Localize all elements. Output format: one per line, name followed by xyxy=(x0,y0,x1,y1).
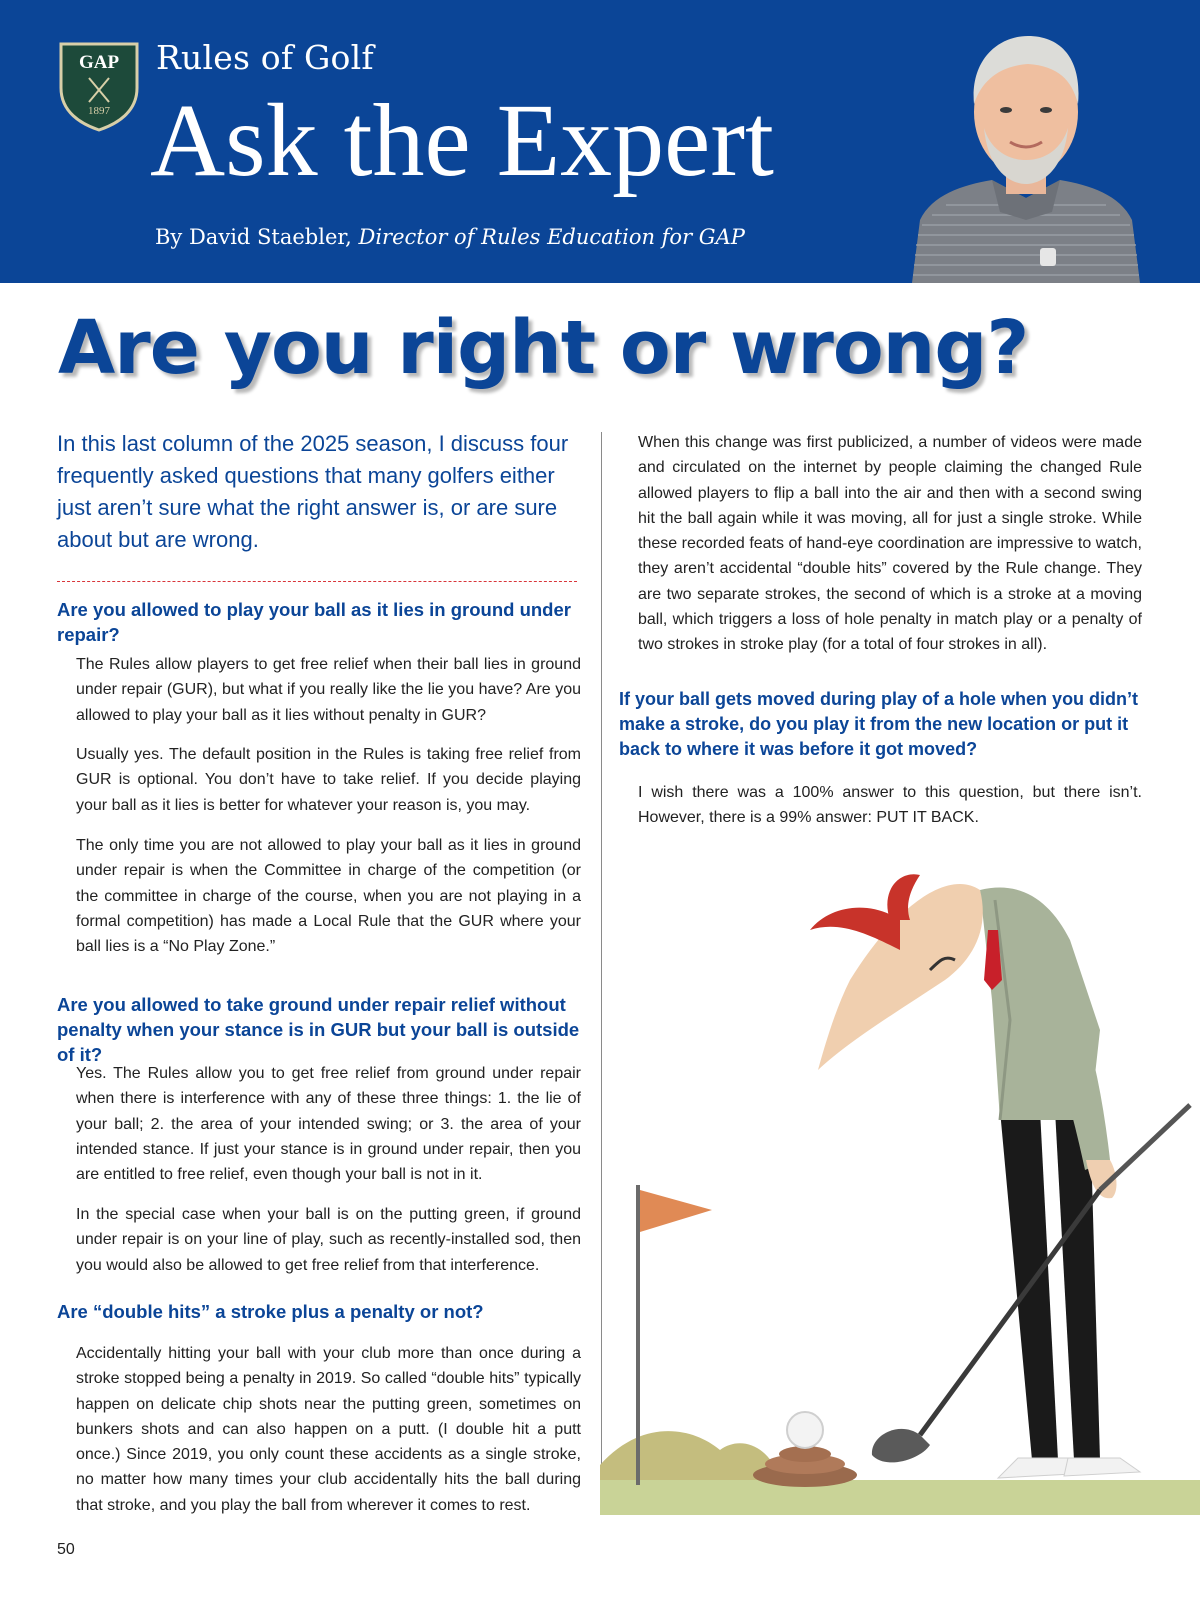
flag-icon xyxy=(640,1190,712,1232)
byline xyxy=(155,225,745,249)
golf-ball-icon xyxy=(787,1412,823,1448)
page-number: 50 xyxy=(57,1541,75,1558)
series-title: Rules of Golf xyxy=(156,38,374,77)
column-title: Ask the Expert xyxy=(150,83,774,198)
dashed-divider xyxy=(57,581,577,582)
headline: Are you right or wrong? xyxy=(58,305,1029,391)
gap-shield-logo xyxy=(57,40,141,132)
section-4-paragraph-1: I wish there was a 100% answer to this question, but there isn’t. However, there is a 99% answer: PUT IT BACK. xyxy=(638,784,1142,827)
section-1-paragraph-3: The only time you are not allowed to play your ball as it lies in ground under repair is when the Committee in charge of the competition (or the committee in charge of the course, when you are not playing in a formal competition) has made a Local Rule that the GUR where your ball lies is a “No Play Zone.” xyxy=(76,837,581,956)
logo-text: GAP xyxy=(78,52,120,73)
golfer-cartoon-illustration xyxy=(600,860,1200,1515)
section-3-paragraph-2: When this change was first publicized, a number of videos were made and circulated on the internet by people claiming the changed Rule allowed players to flip a ball into the air and then with a second swing hit the ball again while it was moving, all for just a single stroke. While these recorded feats of hand-eye coordination are impressive to watch, they aren’t accidental “double hits” covered by the Rule change. They are two separate strokes, the second of which is a stroke at a moving ball, which triggers a loss of hole penalty in match play or a penalty of two strokes in stroke play (for a total of four strokes in all). xyxy=(638,434,1142,654)
question-heading-1: Are you allowed to play your ball as it lies in ground under repair? xyxy=(57,599,571,645)
lead-paragraph: In this last column of the 2025 season, I discuss four frequently asked questions that many golfers either just aren’t sure what the right answer is, or are sure about but are wrong. xyxy=(57,431,569,552)
section-2-paragraph-1: Yes. The Rules allow you to get free relief from ground under repair when there is interference with any of these three things: 1. the lie of your ball; 2. the area of your intended swing; or 3. the area of your intended stance. If just your stance is in ground under repair, then you are entitled to free relief, even though your ball is not in it. xyxy=(76,1065,581,1184)
section-1-paragraph-1: The Rules allow players to get free relief when their ball lies in ground under repair (GUR), but what if you really like the lie you have? Are you allowed to play your ball as it lies without penalty in GUR? xyxy=(76,656,581,724)
author-portrait xyxy=(912,20,1140,283)
section-2-paragraph-2: In the special case when your ball is on the putting green, if ground under repair is on your line of play, such as recently-installed sod, then you would also be allowed to get free relief from that interference. xyxy=(76,1206,581,1274)
logo-year: 1897 xyxy=(88,105,110,117)
question-heading-3: Are “double hits” a stroke plus a penalty or not? xyxy=(57,1301,484,1322)
question-heading-2: Are you allowed to take ground under repair relief without penalty when your stance is in GUR but your ball is outside of it? xyxy=(57,994,580,1065)
header-banner xyxy=(0,0,1200,283)
section-3-paragraph-1: Accidentally hitting your ball with your club more than once during a stroke stopped being a penalty in 2019. So called “double hits” typically happen on delicate chip shots near the putting green, sometimes on bunkers shots and can also happen on a putt. (I double hit a putt once.) Since 2019, you only count these accidents as a single stroke, no matter how many times your club accidentally hits the ball during that stroke, and you play the ball from wherever it comes to rest. xyxy=(76,1345,581,1514)
question-heading-4: If your ball gets moved during play of a hole when you didn’t make a stroke, do you play it from the new location or put it back to where it was before it got moved? xyxy=(619,689,1139,759)
author-role: Director of Rules Education for GAP xyxy=(358,225,745,249)
author-name: By David Staebler, xyxy=(155,225,352,249)
section-1-paragraph-2: Usually yes. The default position in the Rules is taking free relief from GUR is optional. You don’t have to take relief. If you decide playing your ball as it lies is better for whatever your reason is, you may. xyxy=(76,746,581,814)
